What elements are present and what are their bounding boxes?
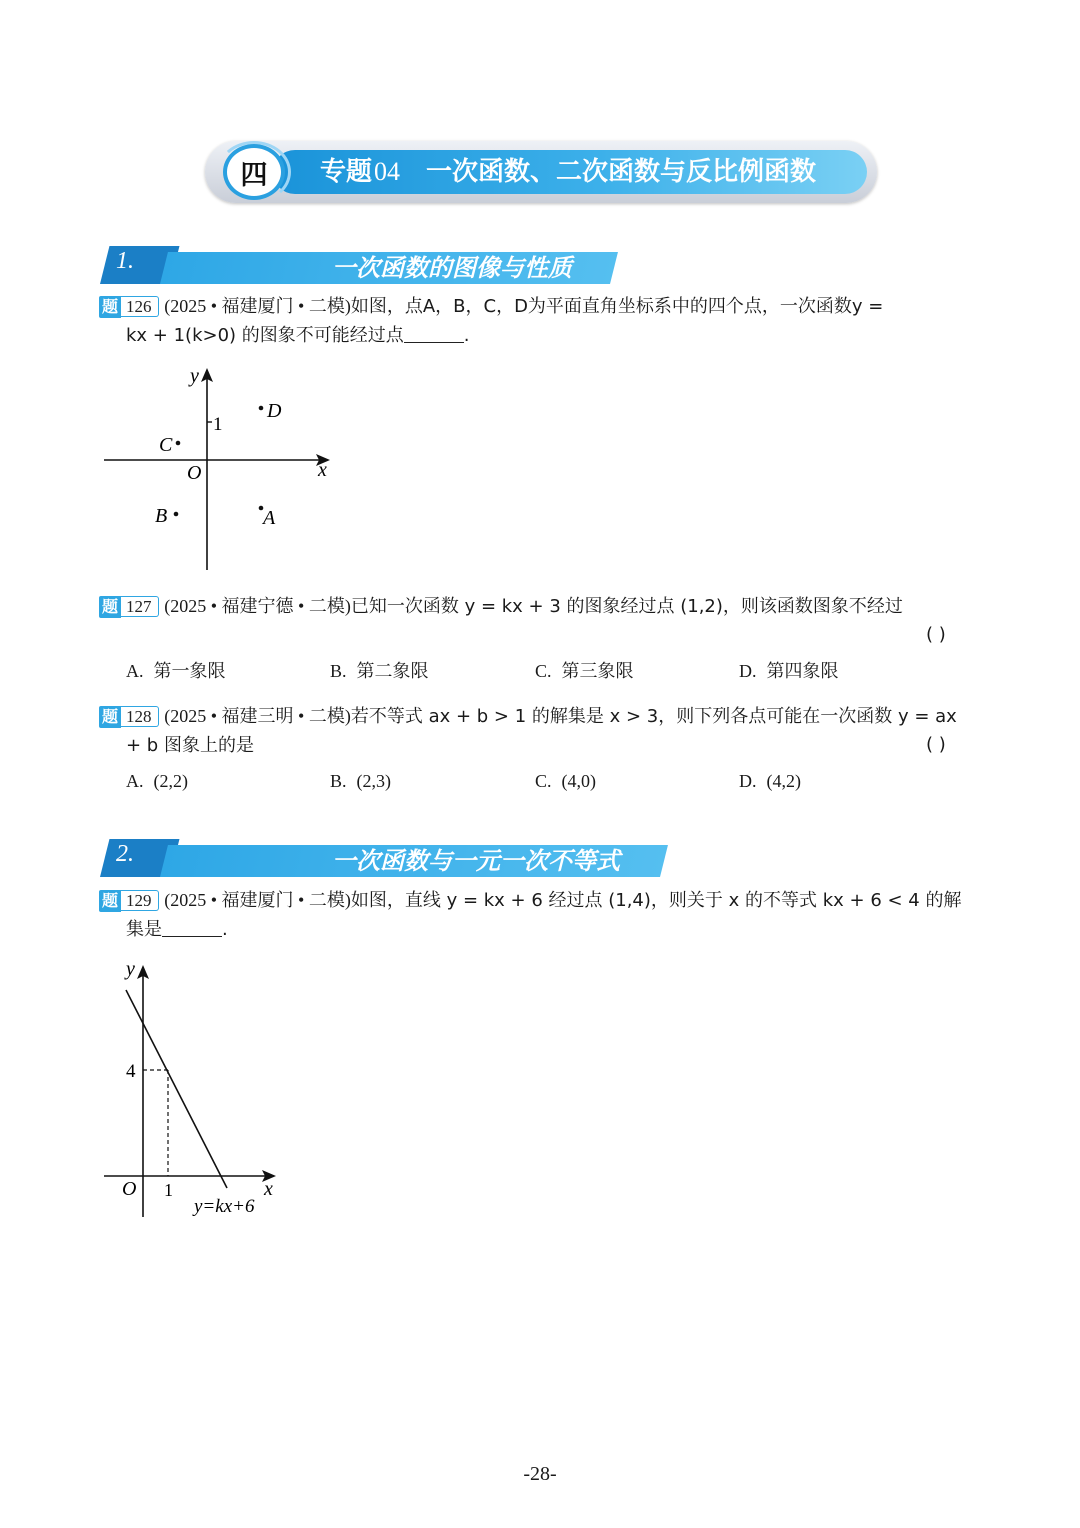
option-d[interactable] bbox=[739, 769, 801, 794]
point-d-label: D bbox=[267, 400, 282, 422]
tick-label-x: 1 bbox=[164, 1180, 173, 1200]
answer-blank[interactable] bbox=[404, 324, 464, 343]
question-tag bbox=[99, 295, 159, 319]
question-tag bbox=[99, 889, 159, 913]
section-number: 1. bbox=[116, 248, 134, 274]
section-number: 2. bbox=[116, 841, 134, 867]
option-label: A. bbox=[126, 771, 144, 791]
question-tag-label: 题 bbox=[99, 706, 121, 728]
point-c bbox=[176, 441, 181, 446]
option-label: D. bbox=[739, 661, 757, 681]
option-text: 第一象限 bbox=[153, 661, 226, 682]
figure-q126-coordinate-plane bbox=[100, 362, 340, 574]
origin-label: O bbox=[122, 1178, 137, 1200]
question-number: 126 bbox=[121, 296, 159, 317]
point-d bbox=[259, 406, 264, 411]
question-128-line2: + b 图象上的是 bbox=[126, 735, 254, 756]
question-text: 如图，直线 y = kx + 6 经过点 (1,4)，则关于 x 的不等式 kx + 6 < 4 的解 bbox=[350, 890, 962, 911]
option-d[interactable] bbox=[739, 659, 839, 684]
topic-number: 04 bbox=[374, 157, 401, 186]
question-source: (2025 • 福建厦门 • 二模) bbox=[164, 296, 351, 316]
chapter-banner bbox=[205, 141, 877, 203]
period: . bbox=[463, 325, 470, 346]
point-b bbox=[174, 512, 179, 517]
period: . bbox=[222, 919, 228, 940]
question-number: 127 bbox=[121, 596, 159, 617]
chapter-label: 四 bbox=[240, 159, 268, 191]
option-text: (2,2) bbox=[153, 771, 188, 791]
question-tag bbox=[99, 595, 159, 619]
option-label: C. bbox=[535, 661, 552, 681]
section-header-1 bbox=[100, 246, 620, 284]
question-text: 若不等式 ax + b > 1 的解集是 x > 3，则下列各点可能在一次函数 y = ax bbox=[350, 706, 957, 727]
question-tag bbox=[99, 705, 159, 729]
answer-bracket[interactable]: ( ) bbox=[926, 734, 946, 755]
option-a[interactable] bbox=[126, 769, 188, 794]
origin-label: O bbox=[187, 462, 202, 484]
question-128-line1 bbox=[99, 704, 957, 729]
option-a[interactable] bbox=[126, 659, 226, 684]
tick-label-y: 4 bbox=[126, 1061, 136, 1082]
question-129-line1 bbox=[99, 888, 961, 913]
answer-blank[interactable] bbox=[162, 918, 222, 937]
page-number: -28- bbox=[523, 1463, 557, 1485]
option-text: (2,3) bbox=[356, 771, 392, 791]
option-text: 第三象限 bbox=[561, 661, 634, 682]
option-text: 第四象限 bbox=[766, 661, 839, 682]
y-axis-label: y bbox=[190, 365, 199, 387]
question-source: (2025 • 福建宁德 • 二模) bbox=[164, 596, 351, 616]
question-source: (2025 • 福建三明 • 二模) bbox=[164, 706, 351, 726]
x-axis-label: x bbox=[318, 459, 327, 481]
section-title: 一次函数的图像与性质 bbox=[332, 254, 572, 282]
topic-title: 一次函数、二次函数与反比例函数 bbox=[426, 157, 817, 187]
point-a-label: A bbox=[263, 507, 276, 529]
option-b[interactable] bbox=[330, 659, 429, 684]
option-label: C. bbox=[535, 771, 552, 791]
tick-label-1: 1 bbox=[213, 414, 223, 435]
question-127-line1 bbox=[99, 594, 903, 619]
question-source: (2025 • 福建厦门 • 二模) bbox=[164, 890, 351, 910]
option-c[interactable] bbox=[535, 769, 596, 794]
line-equation-label: y=kx+6 bbox=[194, 1196, 255, 1217]
question-tag-label: 题 bbox=[99, 296, 121, 318]
question-tag-label: 题 bbox=[99, 890, 121, 912]
option-text: (4,0) bbox=[561, 771, 597, 791]
chapter-number-badge bbox=[223, 144, 285, 200]
question-text: 已知一次函数 y = kx + 3 的图象经过点 (1,2)，则该函数图象不经过 bbox=[350, 596, 903, 617]
option-text: 第二象限 bbox=[356, 661, 429, 682]
chapter-title bbox=[320, 154, 816, 190]
section-title: 一次函数与一元一次不等式 bbox=[332, 847, 620, 875]
option-label: B. bbox=[330, 771, 347, 791]
question-tag-label: 题 bbox=[99, 596, 121, 618]
topic-prefix: 专题 bbox=[320, 157, 373, 187]
question-number: 128 bbox=[121, 706, 159, 727]
answer-bracket[interactable]: ( ) bbox=[926, 624, 946, 645]
option-text: (4,2) bbox=[766, 771, 801, 791]
question-129-line2 bbox=[126, 918, 228, 942]
option-c[interactable] bbox=[535, 659, 634, 684]
question-text-cont: kx + 1(k>0) 的图象不可能经过点 bbox=[126, 325, 404, 346]
option-label: A. bbox=[126, 661, 144, 681]
y-axis-label: y bbox=[126, 958, 135, 980]
question-126-line1 bbox=[99, 294, 883, 319]
question-126-line2 bbox=[126, 324, 470, 348]
question-text-cont: 集是 bbox=[126, 919, 162, 940]
question-number: 129 bbox=[121, 890, 159, 911]
option-label: D. bbox=[739, 771, 757, 791]
point-b-label: B bbox=[155, 505, 168, 527]
figure-q129-line-graph bbox=[100, 955, 290, 1220]
point-c-label: C bbox=[159, 434, 173, 456]
option-label: B. bbox=[330, 661, 347, 681]
x-axis-label: x bbox=[264, 1178, 273, 1200]
option-b[interactable] bbox=[330, 769, 391, 794]
question-text: 如图，点A，B，C，D为平面直角坐标系中的四个点，一次函数y = bbox=[350, 296, 884, 317]
function-line bbox=[126, 990, 227, 1188]
